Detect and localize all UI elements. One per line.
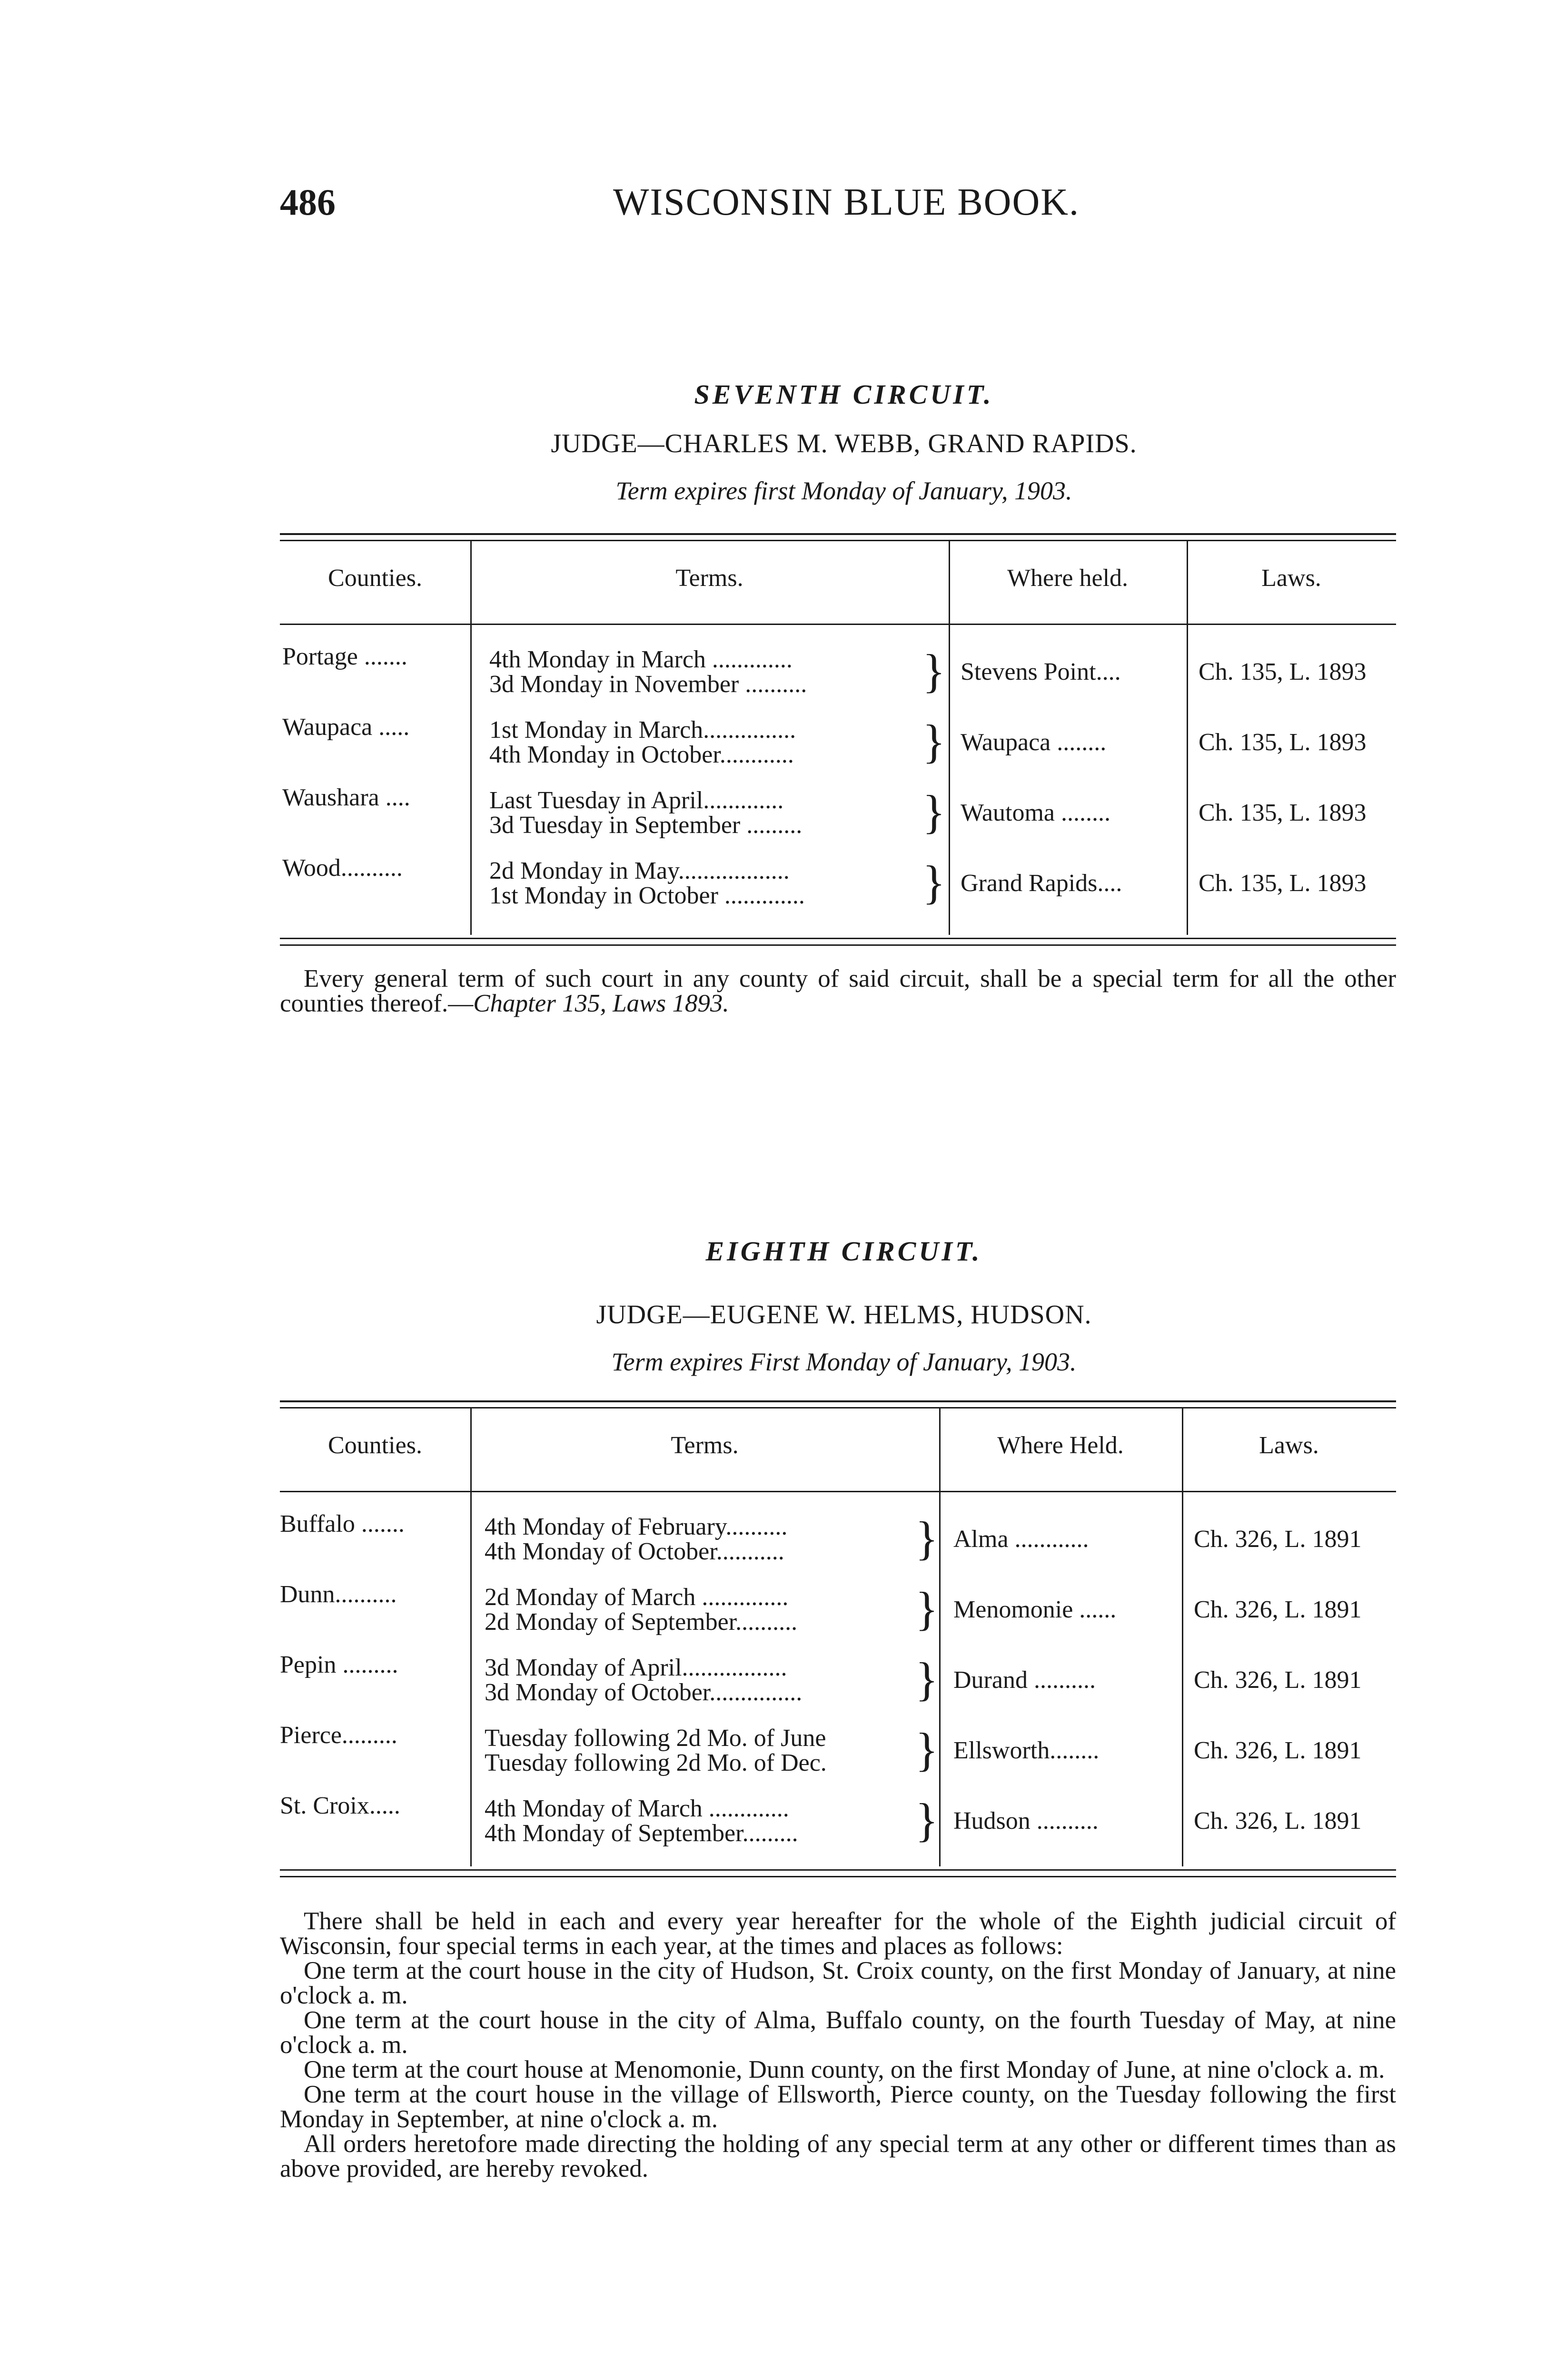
note-paragraph: All orders heretofore made directing the holding of any special term at any other or different times than as above provided, are hereby revoked. (280, 2130, 1396, 2182)
brace: } (915, 1653, 938, 1706)
brace: } (915, 1794, 938, 1846)
note-paragraph: One term at the court house in the village of Ellsworth, Pierce county, on the Tuesday following the first Monday in September, at nine o'clock a. m. (280, 2081, 1396, 2133)
law-cell: Ch. 326, L. 1891 (1194, 1666, 1362, 1694)
col-counties: Counties. (328, 565, 422, 592)
law-cell: Ch. 135, L. 1893 (1199, 799, 1367, 826)
brace: } (922, 715, 945, 768)
col-terms: Terms. (671, 1432, 739, 1459)
county-cell: Dunn.......... (280, 1581, 397, 1608)
note-paragraph: There shall be held in each and every year hereafter for the whole of the Eighth judicial circuit of Wisconsin, four special terms in each year, at the times and places as follows: (280, 1907, 1396, 1960)
seventh-circuit-table (280, 533, 1396, 952)
county-cell: Pierce......... (280, 1722, 397, 1749)
where-cell: Hudson .......... (953, 1807, 1099, 1835)
eighth-term-expires: Term expires First Monday of January, 1903. (611, 1348, 1077, 1376)
seventh-judge: JUDGE—CHARLES M. WEBB, GRAND RAPIDS. (551, 429, 1137, 458)
county-cell: Buffalo ....... (280, 1510, 405, 1537)
brace: } (922, 785, 945, 838)
col-counties: Counties. (328, 1432, 422, 1459)
law-cell: Ch. 326, L. 1891 (1194, 1807, 1362, 1835)
seventh-term-expires: Term expires first Monday of January, 1903. (615, 476, 1072, 505)
col-where-held: Where Held. (997, 1432, 1124, 1459)
note-paragraph: One term at the court house in the city of Alma, Buffalo county, on the fourth Tuesday of May, at nine o'clock a. m. (280, 2006, 1396, 2059)
law-cell: Ch. 326, L. 1891 (1194, 1596, 1362, 1623)
where-cell: Menomonie ...... (953, 1596, 1117, 1623)
terms-cell: 3d Monday of April................. 3d Monday of October............... (485, 1654, 803, 1706)
eighth-circuit-table (280, 1400, 1396, 1893)
eighth-notes (280, 1909, 1396, 2181)
terms-cell: 2d Monday in May.................. 1st Monday in October ............. (489, 857, 805, 909)
law-cell: Ch. 326, L. 1891 (1194, 1526, 1362, 1553)
terms-cell: 4th Monday of March ............. 4th Monday of September......... (485, 1795, 798, 1847)
col-laws: Laws. (1261, 565, 1321, 592)
book-title: WISCONSIN BLUE BOOK. (613, 181, 1080, 223)
law-cell: Ch. 135, L. 1893 (1199, 870, 1367, 897)
terms-cell: 2d Monday of March .............. 2d Monday of September.......... (485, 1584, 798, 1636)
county-cell: St. Croix..... (280, 1792, 400, 1819)
where-cell: Wautoma ........ (961, 799, 1110, 826)
county-cell: Waupaca ..... (282, 714, 410, 741)
where-cell: Waupaca ........ (961, 729, 1107, 756)
terms-cell: Last Tuesday in April............. 3d Tuesday in September ......... (489, 787, 803, 839)
county-cell: Waushara .... (282, 784, 410, 811)
seventh-note: Every general term of such court in any county of said circuit, shall be a special term for all the other counties thereof.—Chapter 135, Laws 1893. (280, 965, 1396, 1017)
note-paragraph: One term at the court house in the city of Hudson, St. Croix county, on the first Monday of January, at nine o'clock a. m. (280, 1957, 1396, 2009)
county-cell: Portage ....... (282, 643, 407, 670)
law-cell: Ch. 326, L. 1891 (1194, 1737, 1362, 1764)
running-head (280, 181, 1408, 233)
terms-cell: Tuesday following 2d Mo. of June Tuesday following 2d Mo. of Dec. (485, 1725, 827, 1776)
where-cell: Stevens Point.... (961, 658, 1121, 685)
page-number: 486 (280, 181, 336, 223)
terms-cell: 4th Monday of February.......... 4th Monday of October........... (485, 1513, 788, 1565)
brace: } (915, 1512, 938, 1565)
terms-cell: 1st Monday in March............... 4th Monday in October............ (489, 716, 796, 768)
where-cell: Alma ............ (953, 1526, 1089, 1553)
col-where-held: Where held. (1007, 565, 1129, 592)
col-laws: Laws. (1259, 1432, 1319, 1459)
terms-cell: 4th Monday in March ............. 3d Monday in November .......... (489, 646, 807, 698)
where-cell: Grand Rapids.... (961, 870, 1122, 897)
law-cell: Ch. 135, L. 1893 (1199, 729, 1367, 756)
col-terms: Terms. (675, 565, 743, 592)
note-paragraph: One term at the court house at Menomonie, Dunn county, on the first Monday of June, at nine o'clock a. m. (304, 2056, 1385, 2083)
brace: } (922, 645, 945, 697)
eighth-judge: JUDGE—EUGENE W. HELMS, HUDSON. (596, 1300, 1092, 1329)
brace: } (922, 856, 945, 909)
county-cell: Pepin ......... (280, 1651, 398, 1678)
where-cell: Durand .......... (953, 1666, 1096, 1694)
county-cell: Wood.......... (282, 854, 403, 882)
seventh-circuit-title: SEVENTH CIRCUIT. (694, 379, 994, 410)
brace: } (915, 1582, 938, 1635)
brace: } (915, 1723, 938, 1776)
eighth-circuit-title: EIGHTH CIRCUIT. (705, 1236, 982, 1267)
where-cell: Ellsworth........ (953, 1737, 1100, 1764)
law-cell: Ch. 135, L. 1893 (1199, 658, 1367, 685)
